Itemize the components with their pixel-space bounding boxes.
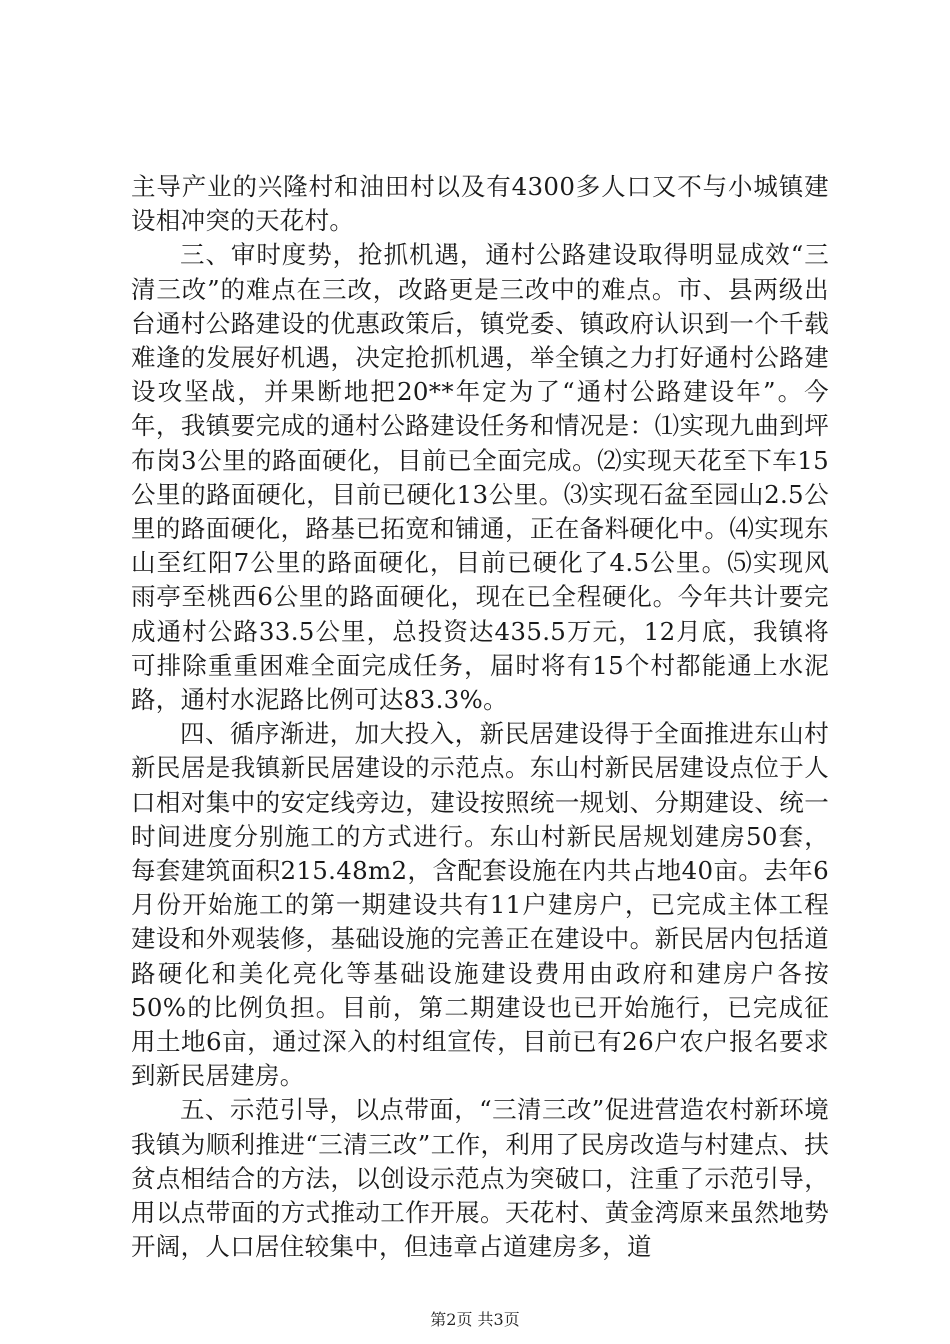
page-number-footer: 第2页 共3页	[430, 1310, 520, 1329]
paragraph-continuation: 主导产业的兴隆村和油田村以及有4300多人口又不与小城镇建设相冲突的天花村。	[131, 172, 829, 236]
body-text	[131, 170, 829, 1265]
paragraph-road-construction: 三、审时度势，抢抓机遇，通村公路建设取得明显成效“三清三改”的难点在三改，改路更是三改中的难点。市、县两级出台通村公路建设的优惠政策后，镇党委、镇政府认识到一个千载难逢的发展好机遇，决定抢抓机遇，举全镇之力打好通村公路建设攻坚战，并果断地把20**年定为了“通村公路建设年”。今年，我镇要完成的通村公路建设任务和情况是：⑴实现九曲到坪布岗3公里的路面硬化，目前已全面完成。⑵实现天花至下车15公里的路面硬化，目前已硬化13公里。⑶实现石盆至园山2.5公里的路面硬化，路基已拓宽和铺通，正在备料硬化中。⑷实现东山至红阳7公里的路面硬化，目前已硬化了4.5公里。⑸实现风雨亭至桃西6公里的路面硬化，现在已全程硬化。今年共计要完成通村公路33.5公里，总投资达435.5万元，12月底，我镇将可排除重重困难全面完成任务，届时将有15个村都能通上水泥路，通村水泥路比例可达83.3%。	[131, 240, 829, 715]
paragraph-new-residences: 四、循序渐进，加大投入，新民居建设得于全面推进东山村新民居是我镇新民居建设的示范点。东山村新民居建设点位于人口相对集中的安定线旁边，建设按照统一规划、分期建设、统一时间进度分别施工的方式进行。东山村新民居规划建房50套，每套建筑面积215.48m2，含配套设施在内共占地40亩。去年6月份开始施工的第一期建设共有11户建房户，已完成主体工程建设和外观装修，基础设施的完善正在建设中。新民居内包括道路硬化和美化亮化等基础设施建设费用由政府和建房户各按50%的比例负担。目前，第二期建设也已开始施行，已完成征用土地6亩，通过深入的村组宣传，目前已有26户农户报名要求到新民居建房。	[131, 719, 829, 1091]
paragraph-demonstration: 五、示范引导，以点带面，“三清三改”促进营造农村新环境我镇为顺利推进“三清三改”工作，利用了民房改造与村建点、扶贫点相结合的方法，以创设示范点为突破口，注重了示范引导，用以点带面的方式推动工作开展。天花村、黄金湾原来虽然地势开阔，人口居住较集中，但违章占道建房多，道	[131, 1095, 829, 1262]
